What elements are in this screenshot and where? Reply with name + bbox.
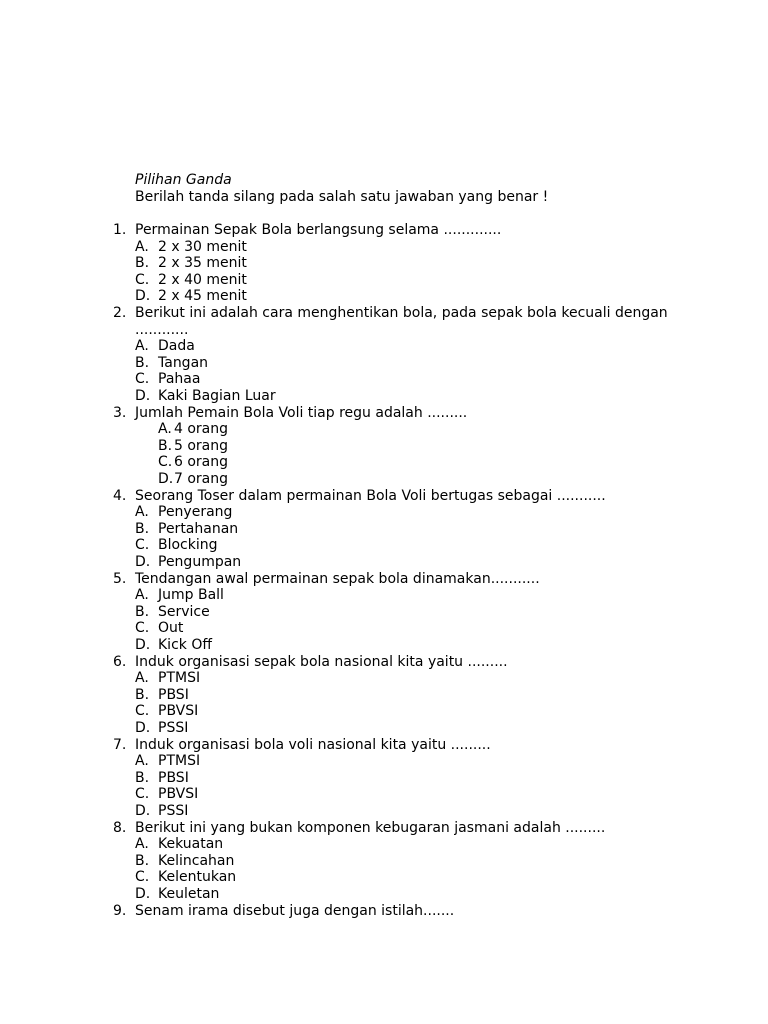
option-text: Keuletan bbox=[158, 886, 220, 902]
option-text: 7 orang bbox=[174, 471, 229, 487]
option-text: Kelentukan bbox=[158, 869, 237, 885]
question-number: 6. bbox=[113, 654, 127, 670]
option-text: Penyerang bbox=[158, 504, 233, 520]
option-letter: D. bbox=[135, 388, 151, 404]
option-letter: B. bbox=[135, 255, 150, 271]
option-letter: D. bbox=[135, 554, 151, 570]
option-text: PTMSI bbox=[158, 753, 201, 769]
option-letter: B. bbox=[135, 853, 150, 869]
option-letter: B. bbox=[135, 770, 150, 786]
option-letter: B. bbox=[135, 355, 150, 371]
option-letter: C. bbox=[135, 869, 150, 885]
option-text: Kekuatan bbox=[158, 836, 224, 852]
option-text: Pengumpan bbox=[158, 554, 242, 570]
option-letter: A. bbox=[158, 421, 172, 437]
option-text: 2 x 30 menit bbox=[158, 239, 247, 255]
option-text: Tangan bbox=[158, 355, 209, 371]
section-title: Pilihan Ganda bbox=[135, 172, 232, 188]
question-text: Seorang Toser dalam permainan Bola Voli bertugas sebagai ........... bbox=[135, 488, 606, 504]
option-letter: C. bbox=[135, 272, 150, 288]
option-letter: A. bbox=[135, 670, 149, 686]
option-text: 4 orang bbox=[174, 421, 229, 437]
question-number: 8. bbox=[113, 820, 127, 836]
question-text: Berikut ini yang bukan komponen kebugaran jasmani adalah ......... bbox=[135, 820, 606, 836]
question-text: Induk organisasi bola voli nasional kita yaitu ......... bbox=[135, 737, 491, 753]
option-text: Pahaa bbox=[158, 371, 201, 387]
option-letter: A. bbox=[135, 504, 149, 520]
question-number: 1. bbox=[113, 222, 127, 238]
option-letter: D. bbox=[135, 886, 151, 902]
option-letter: C. bbox=[135, 620, 150, 636]
question-number: 5. bbox=[113, 571, 127, 587]
question-text-continued: ............ bbox=[135, 322, 189, 338]
instruction-text: Berilah tanda silang pada salah satu jawaban yang benar ! bbox=[135, 189, 549, 205]
option-letter: C. bbox=[135, 703, 150, 719]
question-number: 9. bbox=[113, 903, 127, 919]
option-text: Service bbox=[158, 604, 210, 620]
option-letter: A. bbox=[135, 239, 149, 255]
option-text: PBSI bbox=[158, 687, 189, 703]
option-text: 2 x 35 menit bbox=[158, 255, 247, 271]
option-text: 2 x 45 menit bbox=[158, 288, 247, 304]
question-number: 4. bbox=[113, 488, 127, 504]
option-letter: A. bbox=[135, 836, 149, 852]
option-text: Kaki Bagian Luar bbox=[158, 388, 276, 404]
option-letter: D. bbox=[135, 288, 151, 304]
option-letter: C. bbox=[135, 371, 150, 387]
option-letter: A. bbox=[135, 587, 149, 603]
option-letter: B. bbox=[158, 438, 173, 454]
option-text: PBVSI bbox=[158, 703, 199, 719]
option-text: Pertahanan bbox=[158, 521, 239, 537]
option-letter: C. bbox=[135, 786, 150, 802]
option-text: Kelincahan bbox=[158, 853, 235, 869]
question-text: Tendangan awal permainan sepak bola dinamakan........... bbox=[135, 571, 540, 587]
question-number: 7. bbox=[113, 737, 127, 753]
option-text: Jump Ball bbox=[158, 587, 224, 603]
option-letter: C. bbox=[135, 537, 150, 553]
option-letter: A. bbox=[135, 338, 149, 354]
question-number: 2. bbox=[113, 305, 127, 321]
option-text: 5 orang bbox=[174, 438, 229, 454]
option-letter: B. bbox=[135, 604, 150, 620]
option-letter: A. bbox=[135, 753, 149, 769]
question-text: Induk organisasi sepak bola nasional kita yaitu ......... bbox=[135, 654, 508, 670]
option-letter: D. bbox=[135, 720, 151, 736]
option-text: PBSI bbox=[158, 770, 189, 786]
option-text: Dada bbox=[158, 338, 195, 354]
option-letter: D. bbox=[158, 471, 174, 487]
question-number: 3. bbox=[113, 405, 127, 421]
option-text: 6 orang bbox=[174, 454, 229, 470]
question-text: Berikut ini adalah cara menghentikan bola, pada sepak bola kecuali dengan bbox=[135, 305, 668, 321]
option-letter: B. bbox=[135, 521, 150, 537]
option-text: PTMSI bbox=[158, 670, 201, 686]
option-text: Kick Off bbox=[158, 637, 212, 653]
option-letter: C. bbox=[158, 454, 173, 470]
question-text: Jumlah Pemain Bola Voli tiap regu adalah ......... bbox=[135, 405, 468, 421]
question-text: Permainan Sepak Bola berlangsung selama ............. bbox=[135, 222, 502, 238]
option-text: PBVSI bbox=[158, 786, 199, 802]
option-text: 2 x 40 menit bbox=[158, 272, 247, 288]
option-text: Out bbox=[158, 620, 184, 636]
option-text: Blocking bbox=[158, 537, 218, 553]
option-text: PSSI bbox=[158, 803, 189, 819]
option-letter: D. bbox=[135, 637, 151, 653]
option-text: PSSI bbox=[158, 720, 189, 736]
option-letter: B. bbox=[135, 687, 150, 703]
question-text: Senam irama disebut juga dengan istilah....... bbox=[135, 903, 455, 919]
option-letter: D. bbox=[135, 803, 151, 819]
